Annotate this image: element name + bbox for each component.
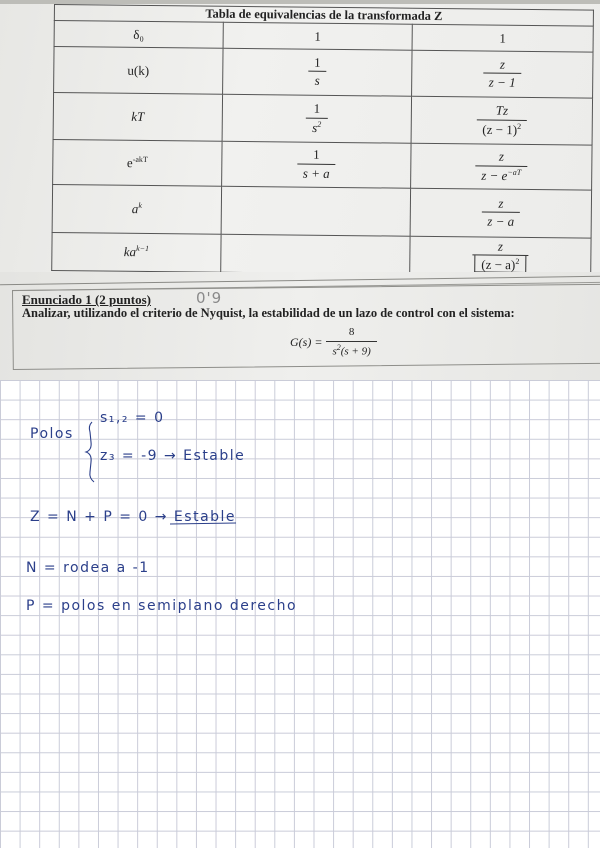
table-row bbox=[54, 47, 593, 99]
handwritten-grade: 0'9 bbox=[196, 289, 223, 307]
cell-time-fn: u(k) bbox=[54, 47, 223, 95]
table-row bbox=[53, 139, 592, 190]
grid-paper bbox=[0, 380, 600, 848]
formula-lhs: G(s) = bbox=[290, 334, 323, 349]
cell-laplace: $\frac{1}{s}$ bbox=[223, 48, 412, 96]
cell-z: $\frac{z}{z - a}$ bbox=[410, 188, 591, 238]
cell-z: $\frac{Tz}{(z - 1)^2}$ bbox=[411, 96, 592, 145]
cell-z: 1 bbox=[412, 24, 593, 52]
cell-time-fn: δ₀ bbox=[54, 21, 223, 49]
handwritten-polos: Polos bbox=[30, 426, 74, 442]
cell-z: $\frac{z}{(z - a)^2}$ bbox=[410, 236, 591, 272]
cell-laplace bbox=[221, 186, 410, 236]
formula-fraction: $\frac{8}{s^2(s + 9)}$ bbox=[326, 327, 376, 358]
table-row bbox=[52, 184, 591, 238]
handwritten-pole-2: z₃ = -9 → Estable bbox=[100, 448, 246, 464]
cell-z: $\frac{z}{z - 1}$ bbox=[412, 50, 593, 98]
z-transform-table bbox=[51, 4, 594, 272]
cell-laplace: $\frac{1}{s^2}$ bbox=[222, 94, 411, 143]
statement-title: Enunciado 1 (2 puntos) bbox=[22, 292, 151, 307]
table-row bbox=[52, 232, 591, 272]
cell-time-fn: $e^{-akT}$ bbox=[53, 139, 222, 186]
cell-time-fn: kT bbox=[53, 93, 222, 142]
cell-laplace bbox=[221, 234, 410, 272]
handwritten-n-line: N = rodea a -1 bbox=[26, 560, 150, 576]
handwriting-layer bbox=[0, 380, 600, 848]
cell-time-fn: $a^k$ bbox=[52, 184, 221, 234]
brace-mark bbox=[86, 422, 94, 482]
table-row bbox=[53, 93, 592, 146]
transfer-function bbox=[290, 327, 377, 358]
cell-time-fn: $ka^{k-1}$ bbox=[52, 232, 221, 272]
table-photo bbox=[0, 0, 600, 272]
table-title: Tabla de equivalencias de la transformada Z bbox=[54, 5, 593, 27]
handwritten-pole-1: s₁,₂ = 0 bbox=[100, 410, 165, 426]
statement-photo bbox=[0, 272, 600, 380]
cell-laplace: $\frac{1}{s + a}$ bbox=[222, 141, 411, 188]
cell-z: $\frac{z}{z - e^{-aT}}$ bbox=[411, 143, 592, 190]
cell-laplace: 1 bbox=[223, 22, 412, 50]
handwritten-z-line: Z = N + P = 0 → Estable bbox=[30, 509, 237, 525]
statement-text: Analizar, utilizando el criterio de Nyquist, la estabilidad de un lazo de control con el sistema: bbox=[22, 306, 515, 320]
handwritten-p-line: P = polos en semiplano derecho bbox=[26, 598, 298, 614]
